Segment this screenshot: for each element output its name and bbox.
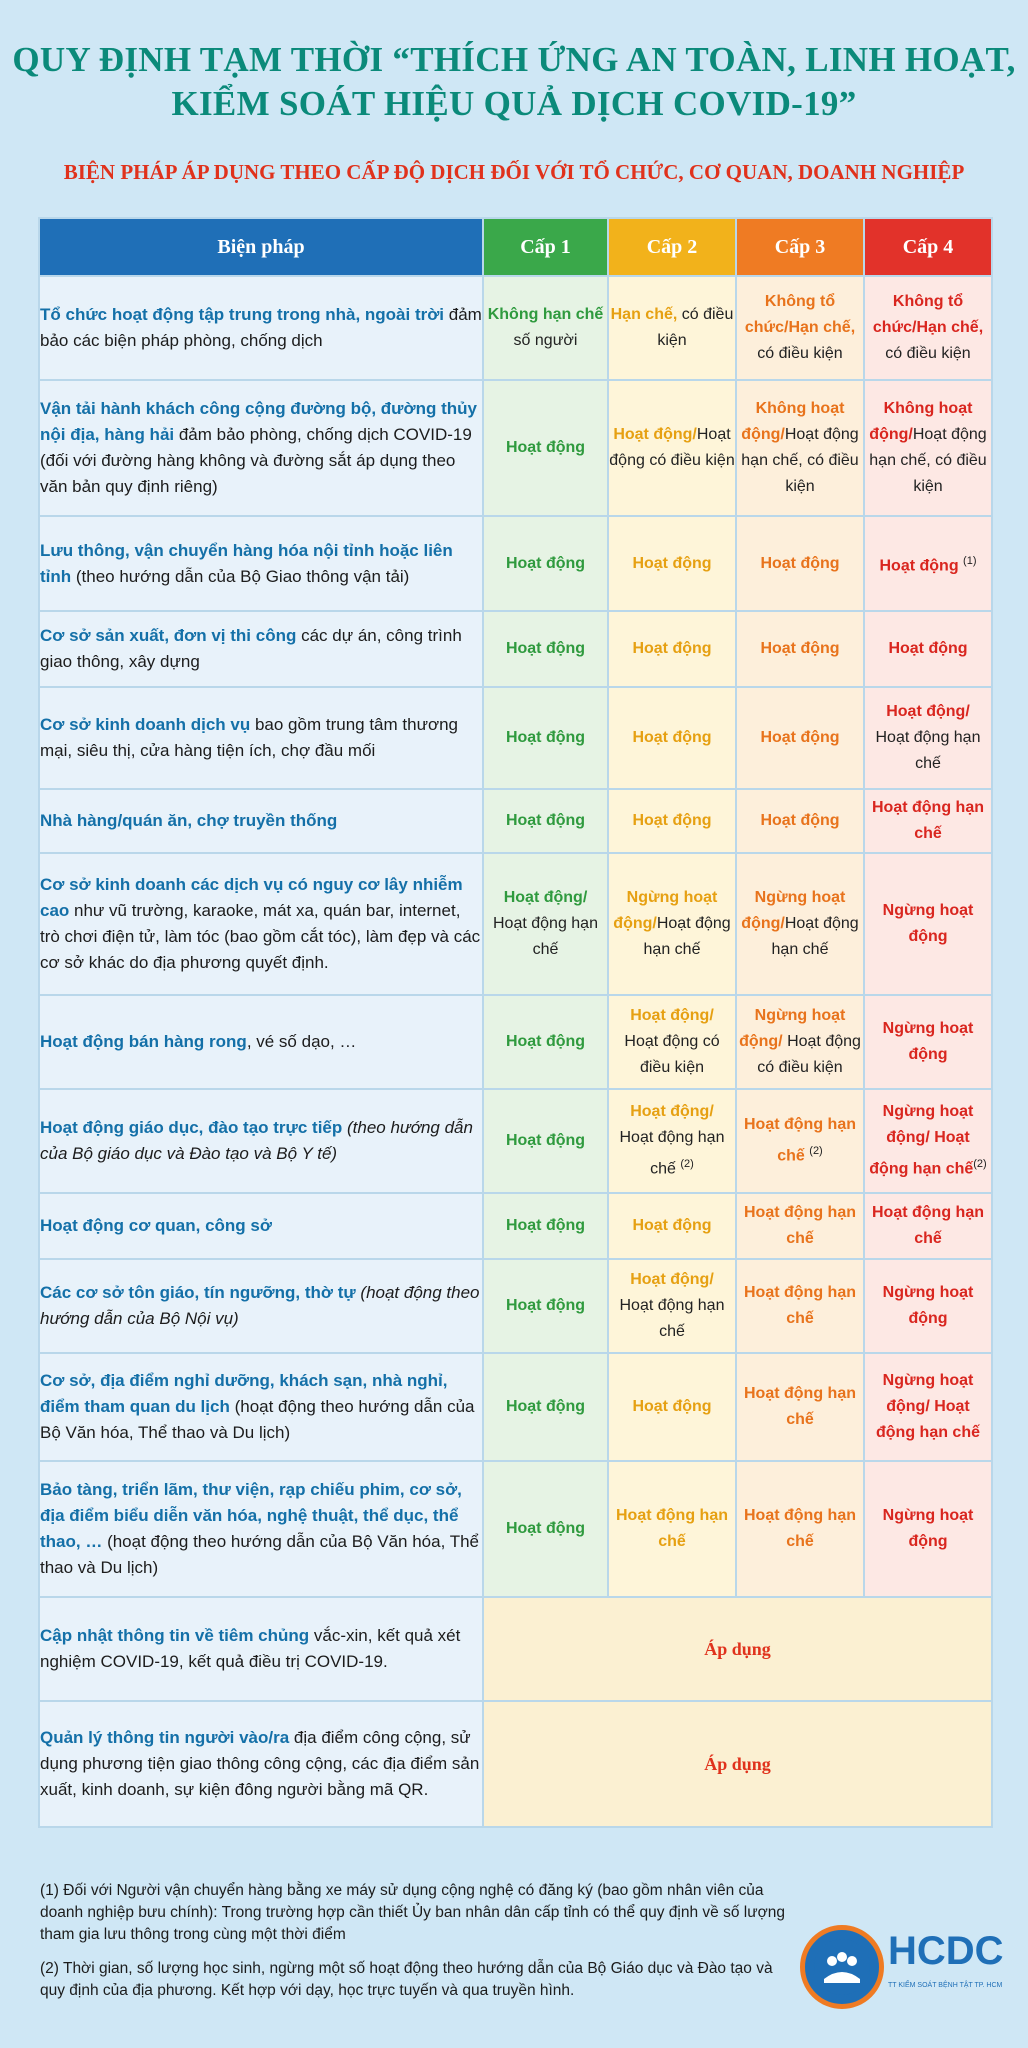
measure-text: (hoạt động theo hướng dẫn của Bộ Văn hóa, Thể thao và Du lịch) [40,1532,480,1577]
level-value: Không tổ chức/Hạn chế, [872,293,984,336]
table-row [39,611,992,687]
table-row [39,1353,992,1461]
level-value-note: Hoạt động hạn chế [771,915,859,958]
level-value-note: Hoạt động có điều kiện [624,1033,720,1076]
level-value: Không hoạt động/ [741,400,845,443]
level-4-cell [864,1089,992,1193]
measure-text: đảm bảo phòng, chống dịch COVID-19 (đối với đường hàng không và đường sắt áp dụng theo văn bản quy định riêng) [40,425,472,496]
table-row [39,1461,992,1597]
level-value-note: Hoạt động hạn chế [493,915,598,958]
footnote-2: (2) Thời gian, số lượng học sinh, ngừng một số hoạt động theo hướng dẫn của Bộ Giáo dục và Đào tạo và quy định của địa phương. Kết hợp với dạy, học trực tuyến và qua truyền hình. [40,1960,773,1999]
level-value: Hoạt động [632,1398,712,1415]
table-row [39,1259,992,1353]
level-value: Hoạt động/ [630,1103,714,1121]
level-3-cell [736,276,864,380]
table-row [39,789,992,853]
measure-bold: Hoạt động giáo dục, đào tạo trực tiếp [40,1118,343,1137]
table-row [39,995,992,1089]
level-1-cell [483,1259,608,1353]
level-4-cell [864,853,992,995]
level-value: Ngừng hoạt động [882,1020,974,1063]
level-2-cell [608,1353,736,1461]
measure-cell [39,789,483,853]
level-value: Không tổ chức/Hạn chế, [744,293,856,336]
level-1-cell [483,380,608,516]
measure-bold: Bảo tàng, triển lãm, thư viện, rạp chiếu phim, cơ sở, địa điểm biểu diễn văn hóa, nghệ thuật, thể dục, thể thao, … [40,1480,462,1551]
level-value: Hoạt động [760,640,840,657]
level-2-cell [608,853,736,995]
level-4-cell [864,995,992,1089]
measure-text: đảm bảo các biện pháp phòng, chống dịch [40,305,482,350]
level-2-cell [608,1259,736,1353]
footnote-ref: (2) [973,1158,987,1171]
measure-text: (theo hướng dẫn của Bộ giáo dục và Đào tạo và Bộ Y tế) [40,1118,473,1163]
level-value: Hoạt động [505,1297,586,1314]
level-value: Hoạt động [760,729,840,746]
level-value-note: Hoạt động có điều kiện [757,1033,861,1076]
level-value: Hoạt động/ [630,1271,714,1288]
table-row [39,276,992,380]
level-1-cell [483,995,608,1089]
level-2-cell [608,995,736,1089]
level-1-cell [483,276,608,380]
level-value: Ngừng hoạt động/ [739,1007,846,1050]
level-value-note: Hoạt động hạn chế [643,915,731,958]
level-value: Hoạt động [879,557,959,575]
measure-bold: Lưu thông, vận chuyển hàng hóa nội tỉnh hoặc liên tỉnh [40,540,453,586]
header-measure: Biện pháp [39,218,483,276]
measure-bold: Vận tải hành khách công cộng đường bộ, đường thủy nội địa, hàng hải [40,399,477,444]
level-2-cell [608,1089,736,1193]
measure-cell [39,687,483,789]
measure-bold: Nhà hàng/quán ăn, chợ truyền thống [40,811,338,830]
level-value: Hoạt động hạn chế [744,1284,856,1327]
level-1-cell [483,789,608,853]
table-row [39,380,992,516]
measure-bold: Cơ sở kinh doanh dịch vụ [40,715,251,734]
measure-bold: Cơ sở, địa điểm nghỉ dưỡng, khách sạn, nhà nghỉ, điểm tham quan du lịch [40,1371,448,1416]
measure-cell [39,1193,483,1259]
measure-cell [39,380,483,516]
level-4-cell [864,516,992,611]
level-value: Hoạt động [505,439,586,456]
level-value-note: có điều kiện [885,345,971,362]
measure-cell [39,1597,483,1701]
level-4-cell [864,611,992,687]
table-row [39,1701,992,1827]
level-2-cell [608,789,736,853]
level-1-cell [483,1353,608,1461]
level-value: Hoạt động hạn chế [744,1116,856,1165]
level-value: Không hoạt động/ [869,400,973,443]
level-value-note: có điều kiện [757,345,843,362]
level-value: Hoạt động hạn chế [872,799,984,842]
measure-text: địa điểm công cộng, sử dụng phương tiện giao thông công cộng, các địa điểm sản xuất, kinh doanh, sự kiện đông người bằng mã QR. [40,1728,480,1799]
measure-bold: Cập nhật thông tin về tiêm chủng [40,1626,310,1645]
level-value: Hoạt động [760,554,840,572]
level-value: Hoạt động [505,554,586,572]
measure-bold: Các cơ sở tôn giáo, tín ngưỡng, thờ tự [40,1283,356,1302]
level-3-cell [736,687,864,789]
level-value: Hoạt động [505,812,586,829]
level-3-cell [736,853,864,995]
level-value: Hoạt động/ [630,1007,714,1024]
level-4-cell [864,1353,992,1461]
level-value: Không hạn chế [487,306,604,323]
level-value: Hoạt động [632,554,712,572]
measure-text: như vũ trường, karaoke, mát xa, quán bar, internet, trò chơi điện tử, làm tóc (bao gồm cắt tóc), làm đẹp và các cơ sở khác do địa phương quyết định. [40,901,481,972]
measure-bold: Hoạt động cơ quan, công sở [40,1216,272,1235]
level-value: Hoạt động [632,1217,712,1234]
level-value: Hoạt động hạn chế [744,1204,856,1247]
level-value: Hoạt động [632,812,712,829]
measure-text: bao gồm trung tâm thương mại, siêu thị, cửa hàng tiện ích, chợ đầu mối [40,715,459,760]
level-3-cell [736,789,864,853]
header-level-4: Cấp 4 [864,218,992,276]
header-level-1: Cấp 1 [483,218,608,276]
level-value: Ngừng hoạt động [882,1507,974,1550]
level-1-cell [483,1089,608,1193]
level-value: Hoạt động [505,640,586,657]
level-4-cell [864,789,992,853]
hcdc-emblem-icon [800,1925,884,2009]
apply-all-levels-cell: Áp dụng [483,1597,992,1701]
level-value: Hoạt động [505,1520,586,1537]
level-2-cell [608,380,736,516]
table-row [39,1597,992,1701]
level-value: Hoạt động hạn chế [872,1204,984,1247]
level-4-cell [864,1259,992,1353]
level-2-cell [608,1193,736,1259]
level-value: Hoạt động hạn chế [616,1507,728,1550]
level-value-note: Hoạt động có điều kiện [609,426,735,469]
level-2-cell [608,1461,736,1597]
level-2-cell [608,611,736,687]
level-value-note: Hoạt động hạn chế [619,1297,725,1340]
level-value: Hạn chế, [610,306,678,323]
level-3-cell [736,1353,864,1461]
table-row [39,853,992,995]
level-3-cell [736,380,864,516]
table-header-row [39,218,992,276]
measure-text: (theo hướng dẫn của Bộ Giao thông vận tải) [71,566,410,586]
level-value: Hoạt động [505,1398,586,1415]
level-4-cell [864,276,992,380]
level-value: Hoạt động hạn chế [744,1385,856,1428]
level-value: Hoạt động [505,729,586,746]
level-2-cell [608,276,736,380]
level-value: Ngừng hoạt động/ Hoạt động hạn chế [876,1372,980,1441]
level-3-cell [736,1461,864,1597]
level-4-cell [864,687,992,789]
level-value: Hoạt động [505,1033,586,1050]
measures-table [38,217,993,1828]
page-title [0,38,1028,126]
level-1-cell [483,687,608,789]
measure-cell [39,995,483,1089]
measure-bold: Cơ sở kinh doanh các dịch vụ có nguy cơ lây nhiễm cao [40,875,463,920]
measure-cell [39,1461,483,1597]
level-3-cell [736,1259,864,1353]
level-value: Hoạt động hạn chế [744,1507,856,1550]
level-value-note: có điều kiện [657,306,734,349]
table-row [39,687,992,789]
measure-text: , vé số dạo, … [246,1032,357,1051]
logo-subtext: TT KIỂM SOÁT BỆNH TẬT TP. HCM [888,1982,1003,1989]
level-3-cell [736,611,864,687]
level-value: Hoạt động [632,640,712,657]
level-3-cell [736,995,864,1089]
footnote-ref: (2) [680,1158,694,1171]
level-4-cell [864,1193,992,1259]
measure-text: vắc-xin, kết quả xét nghiệm COVID-19, kết quả điều trị COVID-19. [40,1626,461,1671]
title-line-2: KIỂM SOÁT HIỆU QUẢ DỊCH COVID-19” [171,84,857,123]
level-value: Ngừng hoạt động/ [741,889,846,932]
level-4-cell [864,380,992,516]
level-value: Hoạt động [505,1217,586,1234]
level-value: Hoạt động/ [613,426,697,443]
measure-cell [39,516,483,611]
level-3-cell [736,1193,864,1259]
measure-bold: Cơ sở sản xuất, đơn vị thi công [40,626,297,645]
table-row [39,516,992,611]
footnote-1: (1) Đối với Người vận chuyển hàng bằng xe máy sử dụng cộng nghệ có đăng ký (bao gồm nhân viên của doanh nghiệp bưu chính): Trong trường hợp cần thiết Ủy ban nhân dân cấp tỉnh có thể quy định về số lượng tham gia lưu thông trong cùng một thời điểm [40,1882,785,1943]
measure-cell [39,611,483,687]
level-value: Hoạt động [760,812,840,829]
level-value: Hoạt động/ [886,703,970,720]
header-level-2: Cấp 2 [608,218,736,276]
measure-bold: Quản lý thông tin người vào/ra [40,1728,290,1747]
table-row [39,1089,992,1193]
level-value-note: Hoạt động hạn chế, có điều kiện [869,426,987,495]
apply-all-levels-cell: Áp dụng [483,1701,992,1827]
level-3-cell [736,516,864,611]
level-4-cell [864,1461,992,1597]
measure-cell [39,1701,483,1827]
measure-bold: Tổ chức hoạt động tập trung trong nhà, ngoài trời [40,305,445,324]
level-2-cell [608,516,736,611]
level-value-note: Hoạt động hạn chế [619,1129,725,1178]
measure-cell [39,1259,483,1353]
level-1-cell [483,1193,608,1259]
level-value-note: số người [513,332,578,349]
level-1-cell [483,611,608,687]
level-value-note: Hoạt động hạn chế [875,729,981,772]
level-value-note: Hoạt động hạn chế, có điều kiện [741,426,859,495]
level-2-cell [608,687,736,789]
level-1-cell [483,1461,608,1597]
level-value: Ngừng hoạt động [882,1284,974,1327]
table-row [39,1193,992,1259]
level-1-cell [483,853,608,995]
measure-text: (hoạt động theo hướng dẫn của Bộ Nội vụ) [40,1283,480,1328]
measure-cell [39,853,483,995]
header-level-3: Cấp 3 [736,218,864,276]
measure-cell [39,276,483,380]
level-value: Hoạt động/ [503,889,588,906]
footnotes [40,1880,800,2014]
logo-text: HCDC [888,1929,1004,1973]
level-value: Ngừng hoạt động/ [613,889,718,932]
measure-cell [39,1353,483,1461]
hcdc-logo [800,1925,1010,2035]
footnote-ref: (1) [963,554,977,567]
level-3-cell [736,1089,864,1193]
level-value: Hoạt động [632,729,712,746]
level-value: Ngừng hoạt động/ Hoạt động hạn chế [869,1103,974,1178]
footnote-ref: (2) [809,1145,823,1158]
level-value: Hoạt động [888,640,968,657]
title-line-1: QUY ĐỊNH TẠM THỜI “THÍCH ỨNG AN TOÀN, LINH HOẠT, [12,40,1016,79]
level-value: Ngừng hoạt động [882,902,974,945]
level-value: Hoạt động [505,1132,586,1149]
measure-bold: Hoạt động bán hàng rong [40,1032,247,1051]
level-1-cell [483,516,608,611]
measure-text: các dự án, công trình giao thông, xây dựng [40,626,462,671]
measure-text: (hoạt động theo hướng dẫn của Bộ Văn hóa, Thể thao và Du lịch) [40,1397,475,1442]
subtitle: BIỆN PHÁP ÁP DỤNG THEO CẤP ĐỘ DỊCH ĐỐI VỚI TỔ CHỨC, CƠ QUAN, DOANH NGHIỆP [63,160,965,184]
measure-cell [39,1089,483,1193]
